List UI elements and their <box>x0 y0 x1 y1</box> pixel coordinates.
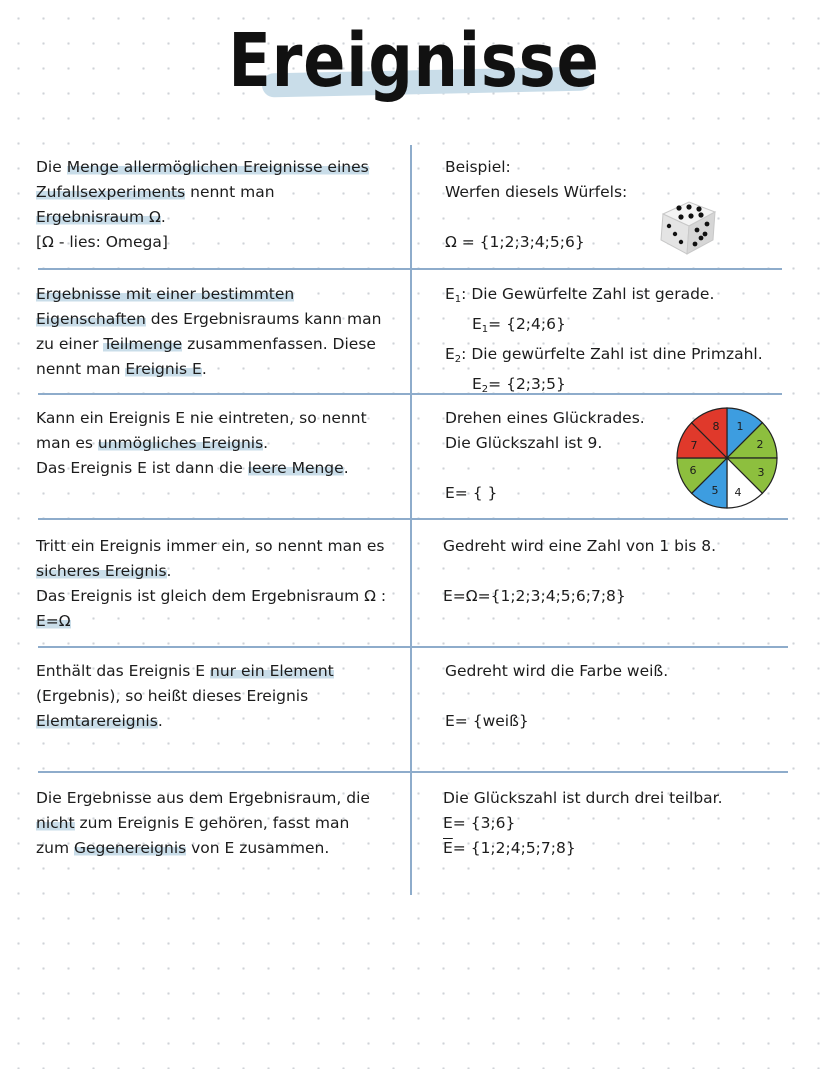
highlight: Ereignis E <box>125 360 202 378</box>
highlight: leere Menge <box>247 459 344 477</box>
text-line: Werfen diesels Würfels: <box>445 183 628 201</box>
text-line: [Ω - lies: Omega] <box>36 233 168 251</box>
text-line: zu einer Teilmenge zusammenfassen. Diese <box>36 335 376 353</box>
page-title: Ereignisse <box>228 18 600 104</box>
wheel-number: 6 <box>689 464 697 477</box>
text-line: nennt man Ereignis E. <box>36 360 207 378</box>
text-line: Die Menge allermöglichen Ereignisse eines <box>36 158 369 176</box>
highlight: Eigenschaften <box>36 310 146 328</box>
row-4-example <box>443 534 716 609</box>
row-5-example <box>445 659 668 734</box>
text-line: E= {3;6} <box>443 814 516 832</box>
text-line: E= {weiß} <box>445 712 529 730</box>
highlight: Zufallsexperiments <box>36 183 186 201</box>
highlight: Ergebnisse mit einer bestimmten <box>36 285 295 303</box>
dice-icon <box>657 196 719 258</box>
wheel-number: 8 <box>712 420 720 433</box>
text-line: Ergebnisraum Ω. <box>36 208 166 226</box>
text-line: (Ergebnis), so heißt dieses Ereignis <box>36 687 309 705</box>
wheel-number: 4 <box>734 486 742 499</box>
text-line: Das Ereignis E ist dann die leere Menge. <box>36 459 349 477</box>
text-line: man es unmögliches Ereignis. <box>36 434 269 452</box>
text-line: Die Glückszahl ist 9. <box>445 434 603 452</box>
text-line: Kann ein Ereignis E nie eintreten, so nennt <box>36 409 367 427</box>
text-line <box>445 456 645 481</box>
row-3-example <box>445 406 645 506</box>
text-line: zum Gegenereignis von E zusammen. <box>36 839 330 857</box>
highlight: Teilmenge <box>103 335 183 353</box>
row-4-definition <box>36 534 386 634</box>
row-6-example <box>443 786 723 861</box>
text-line: Zufallsexperiments nennt man <box>36 183 275 201</box>
text-line: Gedreht wird eine Zahl von 1 bis 8. <box>443 537 717 555</box>
highlight: Elemtarereignis <box>36 712 158 730</box>
row-divider <box>38 518 788 520</box>
highlight: unmögliches Ereignis <box>97 434 264 452</box>
row-divider <box>38 771 788 773</box>
text-line: $E_1=$ {2;4;6} <box>472 315 566 335</box>
text-line: Das Ereignis ist gleich dem Ergebnisraum Ω : <box>36 587 387 605</box>
text-line: Die Ergebnisse aus dem Ergebnisraum, die <box>36 789 370 807</box>
row-divider <box>38 646 788 648</box>
text-line: Eigenschaften des Ergebnisraums kann man <box>36 310 382 328</box>
text-line: Die Glückszahl ist durch drei teilbar. <box>443 789 723 807</box>
row-6-definition <box>36 786 370 861</box>
highlight: Gegenereignis <box>74 839 187 857</box>
row-1-definition <box>36 155 369 255</box>
text-line: $\overline{E}=$ {1;2;4;5;7;8} <box>443 839 576 857</box>
row-2-example <box>445 282 763 402</box>
highlight: E=Ω <box>36 612 71 630</box>
wheel-number: 7 <box>690 439 698 452</box>
text-line: Drehen eines Glückrades. <box>445 409 645 427</box>
highlight: nicht <box>36 814 75 832</box>
row-divider <box>38 268 782 270</box>
text-line: Elemtarereignis. <box>36 712 163 730</box>
text-line: Ω = {1;2;3;4;5;6} <box>445 233 585 251</box>
highlight: sicheres Ereignis <box>36 562 167 580</box>
wheel-number: 3 <box>757 466 765 479</box>
text-line: E=Ω={1;2;3;4;5;6;7;8} <box>443 587 626 605</box>
text-line: sicheres Ereignis. <box>36 562 172 580</box>
text-line <box>36 609 386 634</box>
text-line: $E_2$: Die gewürfelte Zahl ist dine Primzahl. <box>445 345 763 365</box>
row-1-example <box>445 155 627 255</box>
highlight: Ergebnisraum Ω <box>36 208 161 226</box>
row-5-definition <box>36 659 334 734</box>
wheel-of-fortune-icon <box>675 406 779 510</box>
highlight: Menge allermöglichen Ereignisse eines <box>66 158 369 176</box>
wheel-number: 2 <box>756 438 764 451</box>
text-line: Tritt ein Ereignis immer ein, so nennt man es <box>36 537 385 555</box>
column-divider <box>410 145 412 895</box>
wheel-number: 1 <box>736 420 744 433</box>
text-line: Enthält das Ereignis E nur ein Element <box>36 662 334 680</box>
text-line <box>443 559 716 584</box>
text-line: $E_1$: Die Gewürfelte Zahl ist gerade. <box>445 285 715 305</box>
text-line <box>36 282 381 307</box>
text-line: Gedreht wird die Farbe weiß. <box>445 662 669 680</box>
text-line: Beispiel: <box>445 158 511 176</box>
text-line: nicht zum Ereignis E gehören, fasst man <box>36 814 350 832</box>
complement-symbol: $\overline{E}$ <box>443 839 453 857</box>
wheel-number: 5 <box>711 484 719 497</box>
text-line: $E_2=$ {2;3;5} <box>472 375 566 395</box>
text-line <box>445 205 627 230</box>
row-3-definition <box>36 406 367 481</box>
highlight: nur ein Element <box>210 662 334 680</box>
text-line: E= { } <box>445 484 498 502</box>
row-2-definition <box>36 282 381 382</box>
text-line <box>445 684 668 709</box>
